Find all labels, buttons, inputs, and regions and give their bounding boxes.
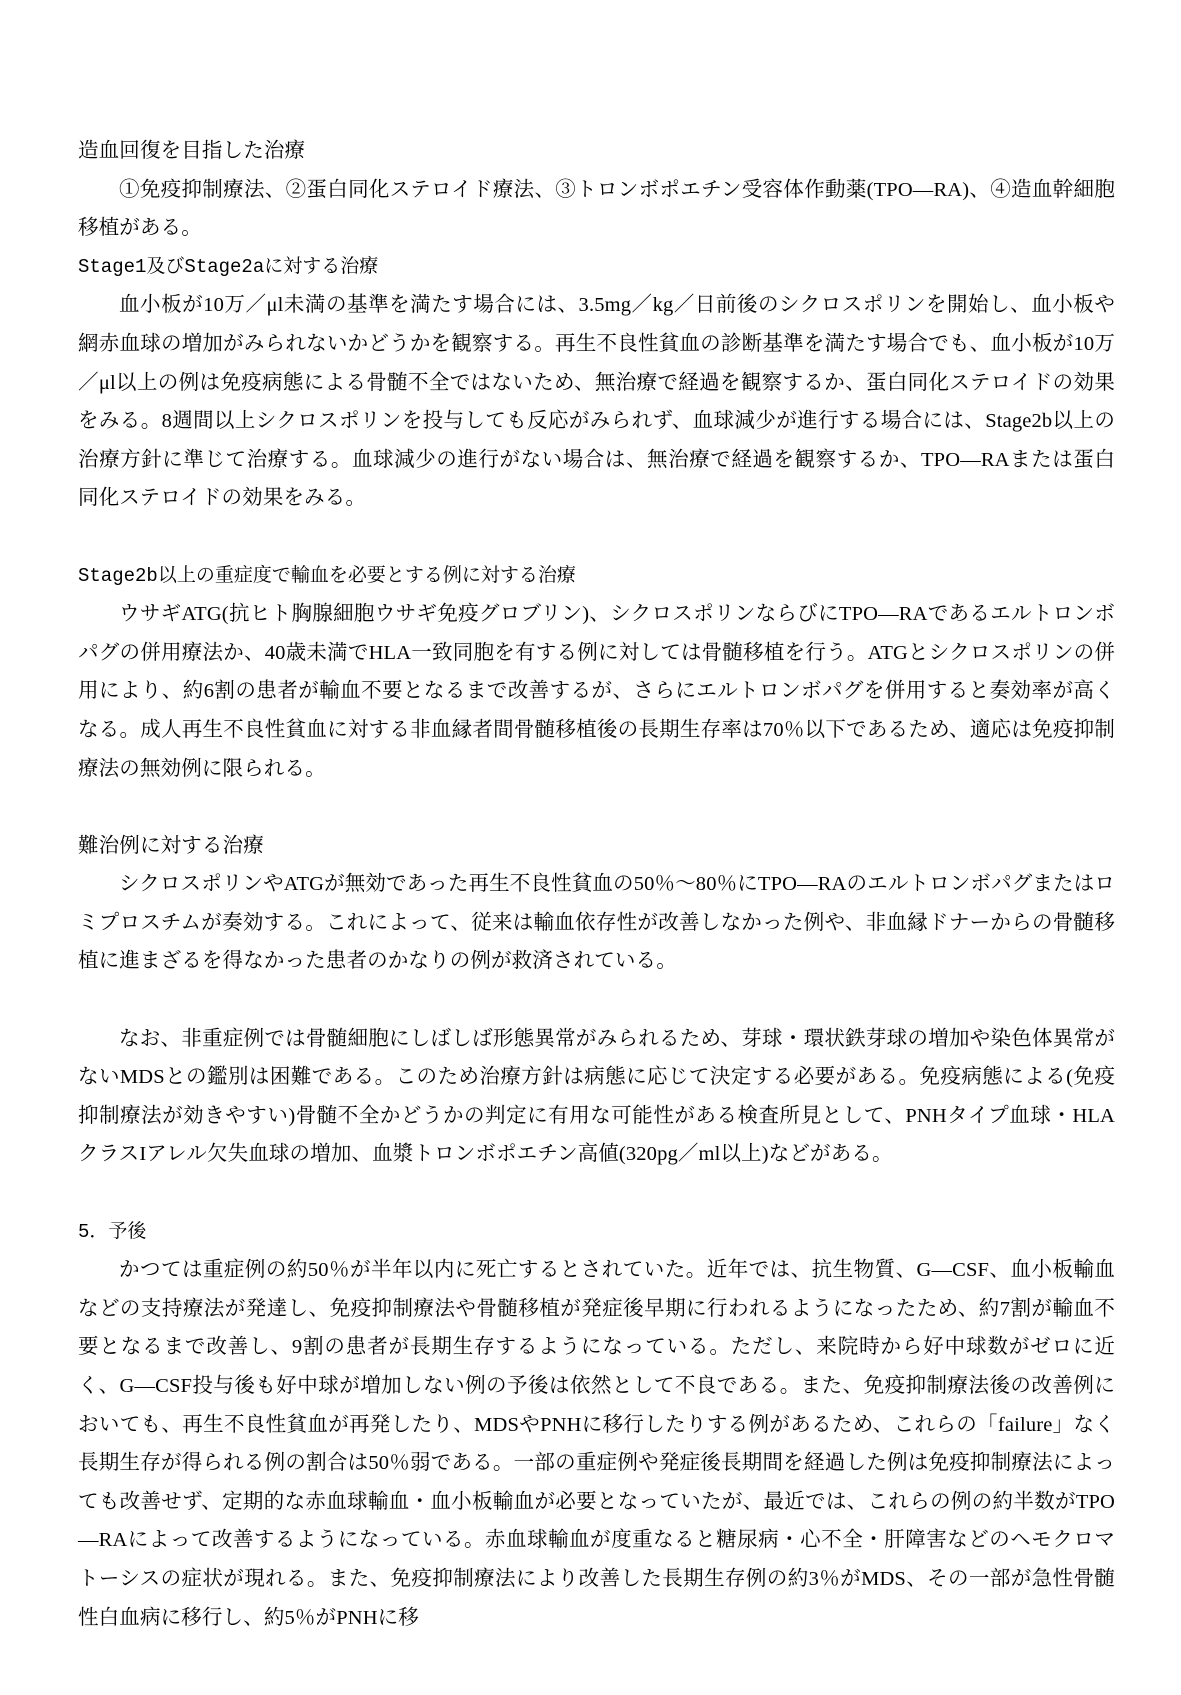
document-body (78, 132, 1115, 1637)
paragraph-spacer (78, 1174, 1115, 1213)
section-heading: 造血回復を目指した治療 (78, 140, 306, 162)
paragraph-spacer (78, 981, 1115, 1020)
section-heading: 難治例に対する治療 (78, 834, 264, 857)
paragraph-spacer (78, 518, 1115, 557)
section-heading: Stage2b以上の重症度で輸血を必要とする例に対する治療 (78, 564, 576, 587)
body-paragraph: 血小板が10万／μl未満の基準を満たす場合には、3.5mg／kg／日前後のシクロスポリンを開始し、血小板や網赤血球の増加がみられないかどうかを観察する。再生不良性貧血の診断基準を満たす場合でも、血小板が10万／μl以上の例は免疫病態による骨髄不全ではないため、無治療で経過を観察するか、蛋白同化ステロイドの効果をみる。8週間以上シクロスポリンを投与しても反応がみられず、血球減少が進行する場合には、Stage2b以上の治療方針に準じて治療する。血球減少の進行がない場合は、無治療で経過を観察するか、TPO—RAまたは蛋白同化ステロイドの効果をみる。 (78, 294, 1115, 510)
body-paragraph: なお、非重症例では骨髄細胞にしばしば形態異常がみられるため、芽球・環状鉄芽球の増加や染色体異常がないMDSとの鑑別は困難である。このため治療方針は病態に応じて決定する必要がある。免疫病態による(免疫抑制療法が効きやすい)骨髄不全かどうかの判定に有用な可能性がある検査所見として、PNHタイプ血球・HLAクラスIアレル欠失血球の増加、血漿トロンボポエチン高値(320pg／ml以上)などがある。 (78, 1027, 1115, 1166)
body-paragraph: シクロスポリンやATGが無効であった再生不良性貧血の50％～80％にTPO—RAのエルトロンボパグまたはロミプロスチムが奏効する。これによって、従来は輸血依存性が改善しなかった例や、非血縁ドナーからの骨髄移植に進まざるを得なかった患者のかなりの例が救済されている。 (78, 873, 1115, 973)
body-paragraph: ①免疫抑制療法、②蛋白同化ステロイド療法、③トロンボポエチン受容体作動薬(TPO—RA)、④造血幹細胞移植がある。 (78, 178, 1115, 240)
body-paragraph: かつては重症例の約50％が半年以内に死亡するとされていた。近年では、抗生物質、G—CSF、血小板輸血などの支持療法が発達し、免疫抑制療法や骨髄移植が発症後早期に行われるようになったため、約7割が輸血不要となるまで改善し、9割の患者が長期生存するようになっている。ただし、来院時から好中球数がゼロに近く、G—CSF投与後も好中球が増加しない例の予後は依然として不良である。また、免疫抑制療法後の改善例においても、再生不良性貧血が再発したり、MDSやPNHに移行したりする例があるため、これらの「failure」なく長期生存が得られる例の割合は50％弱である。一部の重症例や発症後長期間を経過した例は免疫抑制療法によっても改善せず、定期的な赤血球輸血・血小板輸血が必要となっていたが、最近では、これらの例の約半数がTPO—RAによって改善するようになっている。赤血球輸血が度重なると糖尿病・心不全・肝障害などのヘモクロマトーシスの症状が現れる。また、免疫抑制療法により改善した長期生存例の約3％がMDS、その一部が急性骨髄性白血病に移行し、約5％がPNHに移 (78, 1259, 1116, 1629)
section-heading: Stage1及びStage2aに対する治療 (78, 255, 379, 278)
paragraph-spacer (78, 788, 1115, 827)
section-heading: 5．予後 (78, 1220, 147, 1243)
body-paragraph: ウサギATG(抗ヒト胸腺細胞ウサギ免疫グロブリン)、シクロスポリンならびにTPO—RAであるエルトロンボパグの併用療法か、40歳未満でHLA一致同胞を有する例に対しては骨髄移植を行う。ATGとシクロスポリンの併用により、約6割の患者が輸血不要となるまで改善するが、さらにエルトロンボパグを併用すると奏効率が高くなる。成人再生不良性貧血に対する非血縁者間骨髄移植後の長期生存率は70％以下であるため、適応は免疫抑制療法の無効例に限られる。 (78, 603, 1115, 780)
